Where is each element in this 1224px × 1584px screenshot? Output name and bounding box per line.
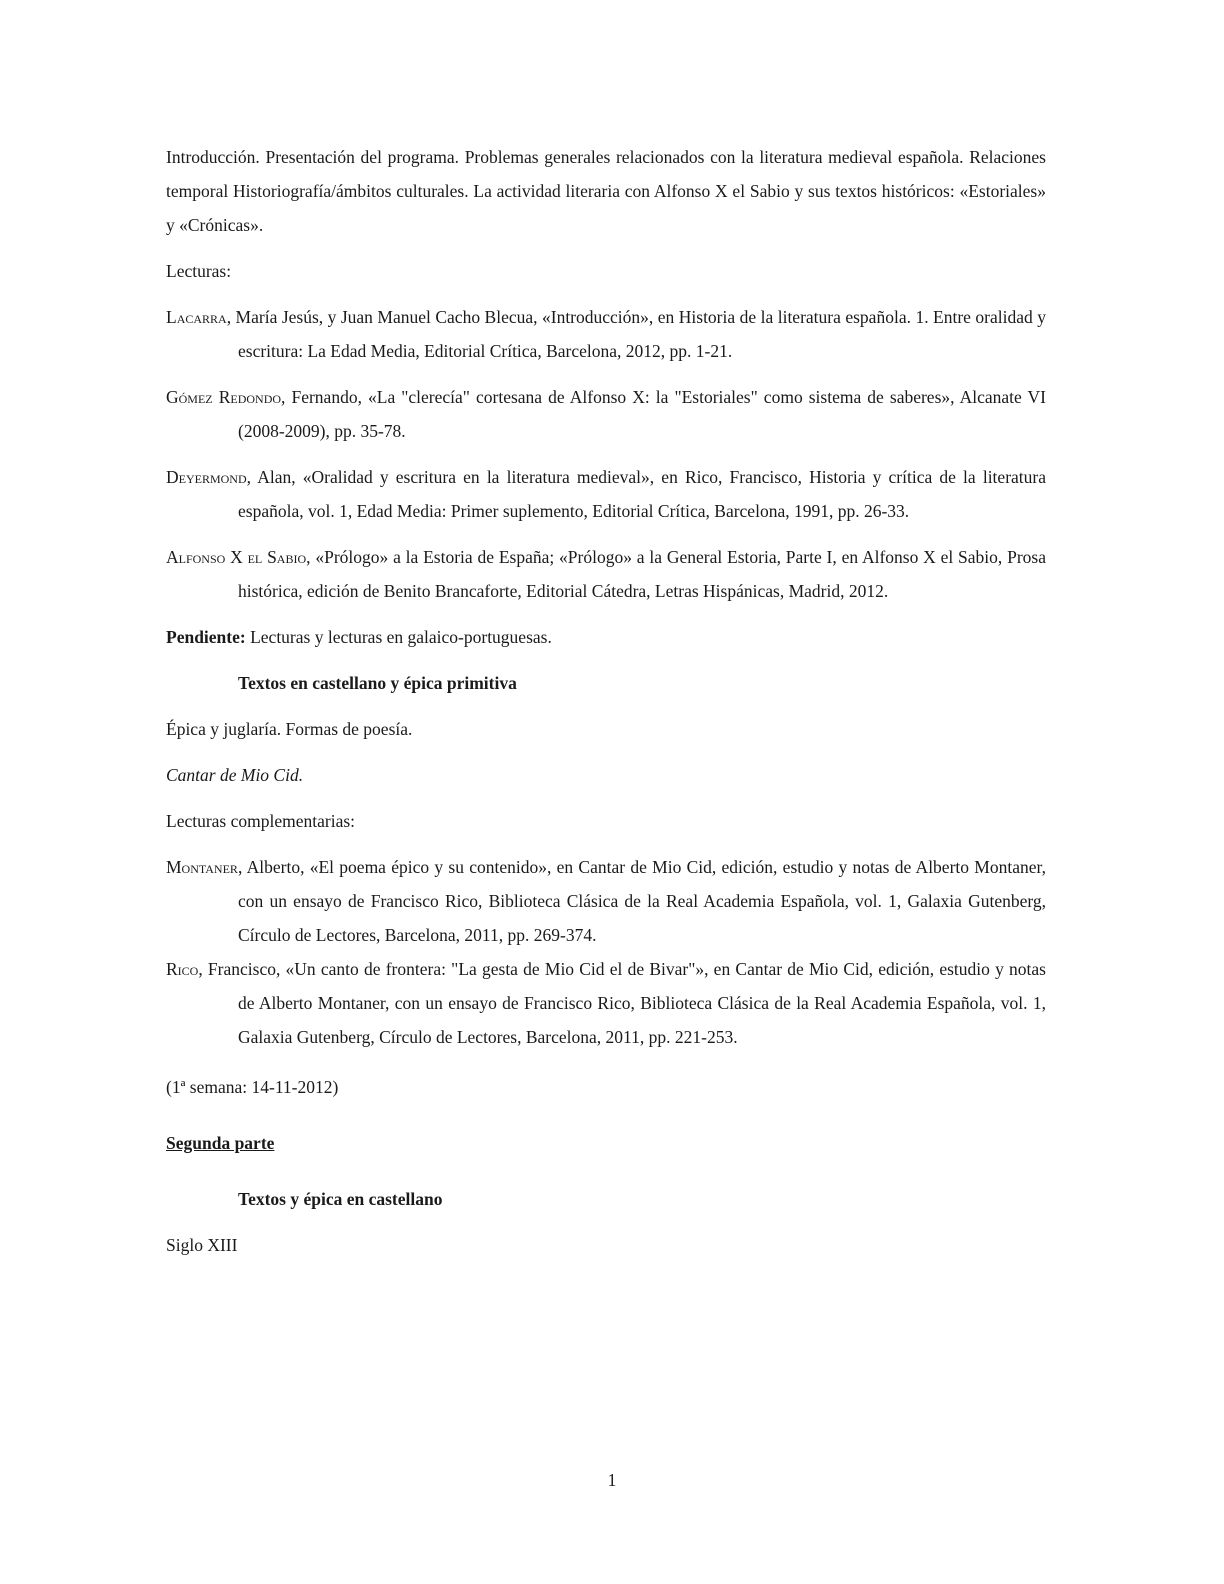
subheading-epica: Textos en castellano y épica primitiva [238,673,517,693]
lecturas-complementarias-heading: Lecturas complementarias: [166,811,356,831]
siglo-line: Siglo XIII [166,1235,238,1255]
document-page [166,140,1046,1274]
bibliography-text: , «Prólogo» a la Estoria de España; «Prólogo» a la General Estoria, Parte I, en Alfonso X el Sabio, Prosa histórica, edición de Benito Brancaforte, Editorial Cátedra, Letras Hispánicas, Madrid, 2012. [238,547,1046,601]
subheading-textos: Textos y épica en castellano [238,1189,443,1209]
bibliography-text: , Fernando, «La "clerecía" cortesana de Alfonso X: la "Estoriales" como sistema de saberes», Alcanate VI (2008-2009), pp. 35-78. [238,387,1046,441]
bibliography-author: Montaner [166,857,238,877]
bibliography-author: Alfonso X el Sabio [166,547,307,567]
epica-line: Épica y juglaría. Formas de poesía. [166,719,413,739]
bibliography-author: Gómez Redondo [166,387,282,407]
bibliography-text: , María Jesús, y Juan Manuel Cacho Blecua, «Introducción», en Historia de la literatura española. 1. Entre oralidad y escritura: La Edad Media, Editorial Crítica, Barcelona, 2012, pp. 1-21. [226,307,1046,361]
bibliography-entry [166,460,1046,528]
pendiente-line [166,620,1046,654]
bibliography-text: , Francisco, «Un canto de frontera: "La gesta de Mio Cid el de Bivar"», en Cantar de Mio Cid, edición, estudio y notas de Alberto Montaner, con un ensayo de Francisco Rico, Biblioteca Clásica de la Real Academia Española, vol. 1, Galaxia Gutenberg, Círculo de Lectores, Barcelona, 2011, pp. 221-253. [198,959,1046,1047]
cantar-line: Cantar de Mio Cid. [166,765,304,785]
intro-text: Presentación del programa. Problemas generales relacionados con la literatura medieval española. Relaciones temporal Historiografía/ámbitos culturales. La actividad literaria con Alfonso X el Sabio y sus textos históricos: «Estoriales» y «Crónicas». [166,147,1046,235]
intro-lead: Introducción. [166,147,260,167]
page-number: 1 [607,1470,617,1490]
lecturas-heading: Lecturas: [166,261,232,281]
bibliography-author: Rico [166,959,199,979]
bibliography-entry [166,540,1046,608]
bibliography-text: , Alberto, «El poema épico y su contenido», en Cantar de Mio Cid, edición, estudio y notas de Alberto Montaner, con un ensayo de Francisco Rico, Biblioteca Clásica de la Real Academia Española, vol. 1, Galaxia Gutenberg, Círculo de Lectores, Barcelona, 2011, pp. 269-374. [237,857,1046,945]
bibliography-author: Deyermond [166,467,247,487]
intro-paragraph [166,140,1046,242]
bibliography-entry [166,300,1046,368]
bibliography-entry [166,380,1046,448]
bibliography-text: , Alan, «Oralidad y escritura en la literatura medieval», en Rico, Francisco, Historia y crítica de la literatura española, vol. 1, Edad Media: Primer suplemento, Editorial Crítica, Barcelona, 1991, pp. 26-33. [238,467,1046,521]
bibliography-entry [166,952,1046,1054]
section-title: Segunda parte [166,1133,275,1153]
bibliography-author: Lacarra [166,307,227,327]
pendiente-label: Pendiente: [166,627,246,647]
bibliography-entry [166,850,1046,952]
date-line: (1ª semana: 14-11-2012) [166,1077,339,1097]
pendiente-text: Lecturas y lecturas en galaico-portuguesas. [245,627,552,647]
